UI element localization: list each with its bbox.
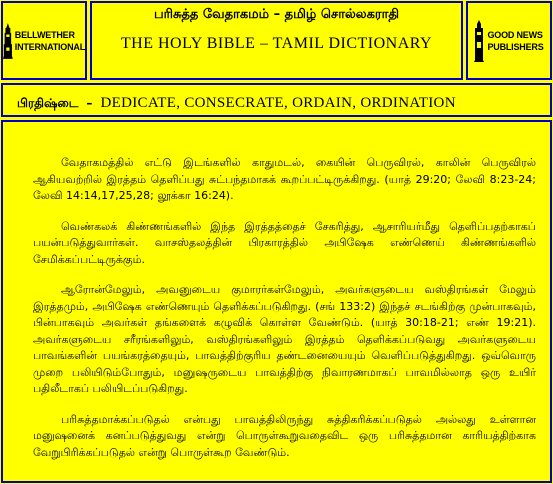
right-logo-line1: GOOD NEWS [487,29,543,40]
left-logo-line2: INTERNATIONAL [14,41,85,52]
good-news-book-icon [474,20,484,62]
title-english: THE HOLY BIBLE – TAMIL DICTIONARY [120,35,433,52]
body-paragraph-4: பரிசுத்தமாக்கப்படுதல் என்பது பாவத்திலிருந்து சுத்திகரிக்கப்படுதல் அல்லது உள்ளான மனுஷனைக் கனப்படுத்துவது என்று பொருள்கூறுவதைவிட ஒரு பரிசுத்தமான காரியத்திற்காக வேறுபிரிக்கப்படுதல் என்று பொருள்கூற வேண்டும். [33,412,536,459]
entry-gloss: DEDICATE, CONSECRATE, ORDAIN, ORDINATION [100,95,456,111]
entry-heading-bar [1,83,552,117]
title-tamil: பரிசுத்த வேதாகமம் – தமிழ் சொல்லகராதி [153,7,400,22]
left-logo-line1: BELLWETHER [14,29,75,40]
body-paragraph-1: வேதாகமத்தில் எட்டு இடங்களில் காதுமடல், கையின் பெருவிரல், காலின் பெருவிரல் ஆகியவற்றில் இரத்தம் தெளிப்பது சுட்பந்தமாகக் கூறப்பட்டிருக்கிறது. (யாத் 29:20; லேவி 8:23-24; லேவி 14:14,17,25,28; லூக்கா 16:24). [33,156,536,202]
entry-headword: பிரதிஷ்டை [17,96,79,110]
bellwether-tower-icon [3,19,13,63]
entry-body [1,120,552,483]
title-box [90,1,463,80]
left-logo-text [15,29,85,53]
right-logo-line2: PUBLISHERS [487,41,544,52]
right-logo-text [487,29,543,53]
entry-separator: – [86,96,93,110]
body-paragraph-2: வெண்கலக் கிண்ணங்களில் இந்த இரத்தத்தைச் சேகரித்து, ஆசாரியர்மீது தெளிப்பதற்காகப் பயன்படுத்துவார்கள். வாசஸ்தலத்தின் பிரகாரத்தில் அபிஷேக எண்ணெய் கிண்ணங்களில் சேமிக்கப்பட்டிருக்கும். [33,219,536,266]
left-logo-box [1,1,87,80]
right-logo-box [466,1,552,80]
body-paragraph-3: ஆரோன்மேலும், அவனுடைய குமாரர்கள்மேலும், அவர்களுடைய வஸ்திரங்கள் மேலும் இரத்தமும், அபிஷேக எண்ணெயும் தெளிக்கப்படுகிறது. (சங் 133:2) இந்தச் சடங்கிற்கு முன்பாகவும், பின்பாகவும் அவர்கள் தங்களைக் கழுவிக் கொள்ள வேண்டும். (யாத் 30:18-21; எண் 19:21). அவர்களுடைய சரீரங்களிலும், வஸ்திரங்களிலும் இரத்தம் தெளிக்கப்படுவது அவர்களுடைய பாவங்களின் பயங்கரத்தையும், பாவத்திற்குரிய தண்டனையையும் வெளிப்படுத்துகிறது. ஒவ்வொரு முறை பலியிடும்போதும், மனுஷருடைய பாவத்திற்கு நிவாரணமாகப் பாவமில்லாத ஒரு உயிர் பதிலீடாகப் பலியிடப்படுகிறது. [33,283,536,395]
